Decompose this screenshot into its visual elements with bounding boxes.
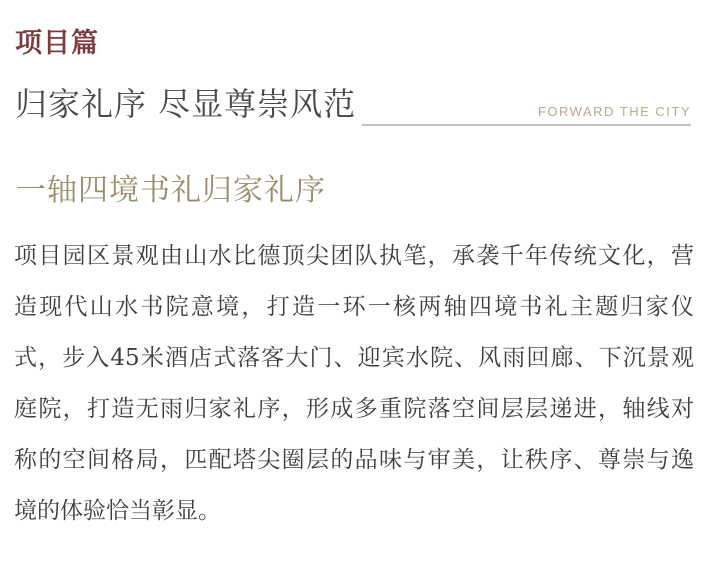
section-subtitle: 一轴四境书礼归家礼序 xyxy=(16,173,326,208)
page-title: 归家礼序 尽显尊崇风范 xyxy=(15,85,357,123)
watermark-text: FORWARD THE CITY xyxy=(537,104,691,119)
body-line: 称的空间格局，匹配塔尖圈层的品味与审美，让秩序、尊崇与逸 xyxy=(14,447,694,473)
title-underline-rule xyxy=(362,124,691,126)
body-line: 庭院，打造无雨归家礼序，形成多重院落空间层层递进，轴线对 xyxy=(14,396,694,422)
body-line: 项目园区景观由山水比德顶尖团队执笔，承袭千年传统文化，营 xyxy=(14,243,694,269)
body-line: 境的体验恰当彰显。 xyxy=(14,498,221,524)
section-kicker: 项目篇 xyxy=(15,28,99,59)
body-line: 造现代山水书院意境，打造一环一核两轴四境书礼主题归家仪 xyxy=(14,294,694,320)
body-paragraph xyxy=(14,231,694,537)
body-line: 式，步入45米酒店式落客大门、迎宾水院、风雨回廊、下沉景观 xyxy=(14,345,694,371)
